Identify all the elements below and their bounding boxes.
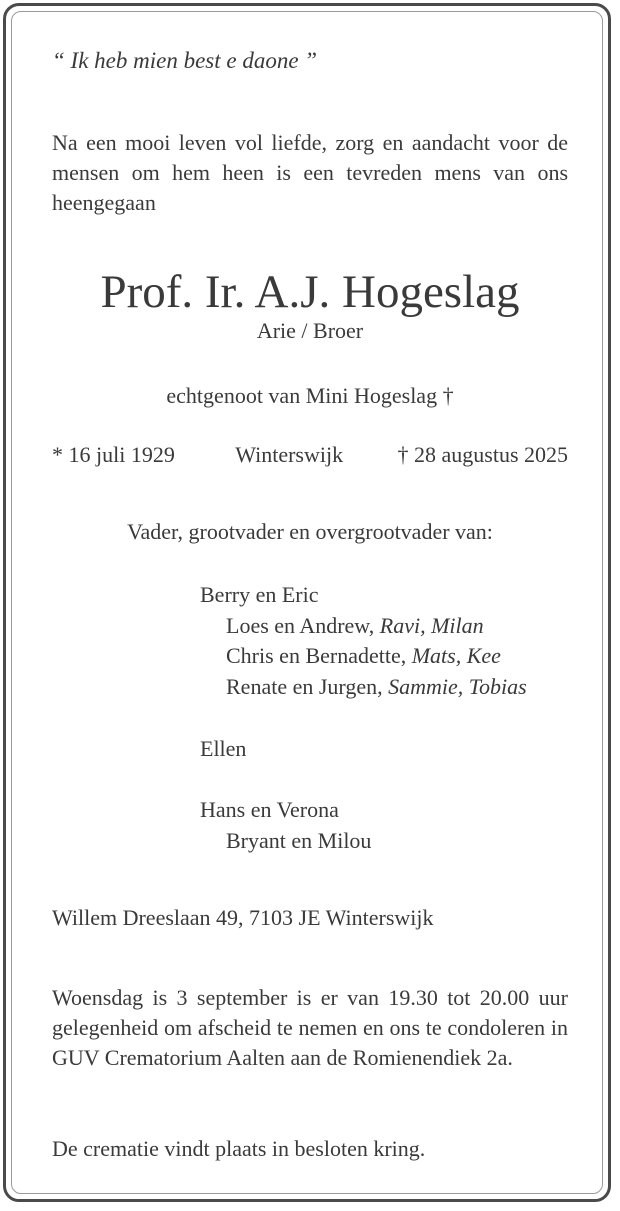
cremation-line: De crematie vindt plaats in besloten kring. bbox=[52, 1136, 426, 1161]
opening-quote: “ Ik heb mien best e daone ” bbox=[52, 48, 318, 73]
death-date: † 28 augustus 2025 bbox=[397, 442, 568, 467]
family-member: Hans en Verona bbox=[200, 797, 339, 822]
family-heading: Vader, grootvader en overgrootvader van: bbox=[127, 519, 493, 544]
family-member: Bryant en Milou bbox=[226, 828, 372, 853]
visitation-paragraph: Woensdag is 3 september is er van 19.30 tot 20.00 uur gelegenheid om afscheid te nemen en ons te condoleren in GUV Crematorium Aalten aan de Romienendiek 2a. bbox=[52, 985, 568, 1070]
family-member: Chris en Bernadette, Mats, Kee bbox=[226, 643, 501, 668]
spouse-line: echtgenoot van Mini Hogeslag † bbox=[166, 383, 454, 408]
intro-paragraph: Na een mooi leven vol liefde, zorg en aandacht voor de mensen om hem heen is een tevreden mens van ons heengegaan bbox=[52, 130, 568, 215]
deceased-nickname: Arie / Broer bbox=[256, 318, 364, 343]
deceased-name: Prof. Ir. A.J. Hogeslag bbox=[100, 266, 520, 318]
family-member: Loes en Andrew, Ravi, Milan bbox=[226, 613, 484, 638]
family-member: Berry en Eric bbox=[200, 582, 319, 607]
family-member: Renate en Jurgen, Sammie, Tobias bbox=[226, 674, 527, 699]
address-line: Willem Dreeslaan 49, 7103 JE Winterswijk bbox=[52, 905, 434, 930]
birth-date: * 16 juli 1929 bbox=[52, 442, 175, 467]
family-member: Ellen bbox=[200, 736, 247, 761]
place: Winterswijk bbox=[235, 442, 344, 467]
dates-line bbox=[52, 440, 568, 470]
